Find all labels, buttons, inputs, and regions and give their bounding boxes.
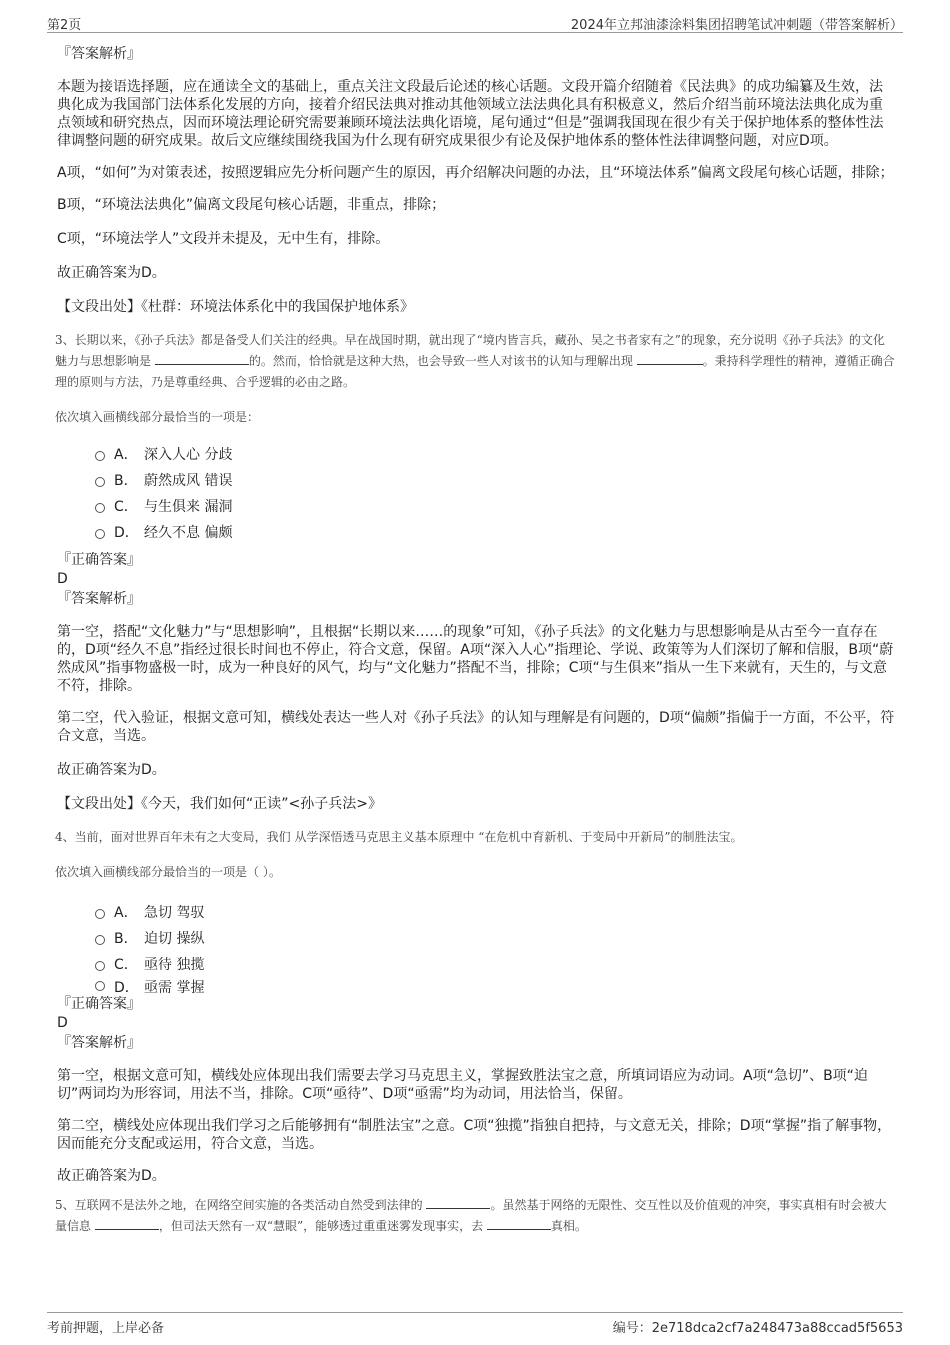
analysis-label: 『答案解析』: [57, 46, 141, 62]
q5-stem: 5、互联网不是法外之地，在网络空间实施的各类活动自然受到法律的 。虽然基于网络的无限性、交互性以及价值观的冲突，事实真相有时会被大量信息 ，但司法天然有一双“慧眼”，能够透过重重迷雾发现事实，去 真相。: [55, 1198, 887, 1233]
q4-option-b[interactable]: B． 迫切 操纵: [95, 925, 895, 951]
q3-option-b[interactable]: B． 蔚然成风 错误: [95, 467, 895, 493]
page-content: [57, 45, 895, 1237]
q4-analysis-paragraph-1: 第一空，根据文意可知，横线处应体现出我们需要去学习马克思主义，掌握致胜法宝之意，所填词语应为动词。A项“急切”、B项“迫切”两词均为形容词，用法不当，排除。C项“亟待”、D项“亟需”均为动词，用法恰当，保留。: [57, 1068, 868, 1102]
q5-blank-1: [426, 1196, 490, 1209]
page-number: 第2页: [47, 18, 82, 33]
radio-button-icon[interactable]: [95, 981, 105, 991]
q3-option-a[interactable]: A． 深入人心 分歧: [95, 441, 895, 467]
radio-button-icon[interactable]: [95, 529, 105, 539]
footer-slogan: 考前押题，上岸必备: [47, 1321, 165, 1336]
q3-option-c[interactable]: C． 与生俱来 漏洞: [95, 493, 895, 519]
q4-option-c[interactable]: C． 亟待 独揽: [95, 951, 895, 977]
analysis-label: 『答案解析』: [57, 1035, 141, 1051]
document-title: 2024年立邦油漆涂料集团招聘笔试冲刺题（带答案解析）: [570, 18, 903, 33]
correct-answer-label: 『正确答案』: [57, 552, 141, 568]
radio-button-icon[interactable]: [95, 909, 105, 919]
q3-analysis-paragraph-1: 第一空，搭配“文化魅力”与“思想影响”，且根据“长期以来……的现象”可知，《孙子兵法》的文化魅力与思想影响是从古至今一直存在的，D项“经久不息”指经过很长时间也不停止，符合文意，保留。A项“深入人心”指理论、学说、政策等为人们深切了解和信服，B项“蔚然成风”指事物盛极一时，成为一种良好的风气，均与“文化魅力”搭配不当，排除；C项“与生俱来”指从一生下来就有，天生的，与文意不符，排除。: [57, 624, 894, 694]
q3-analysis-paragraph-2: 第二空，代入验证，根据文意可知，横线处表达一些人对《孙子兵法》的认知与理解是有问题的，D项“偏颇”指偏于一方面，不公平，符合文意，当选。: [57, 710, 895, 744]
q2-analysis-option-a: A项，“如何”为对策表述，按照逻辑应先分析问题产生的原因，再介绍解决问题的办法，且“环境法体系”偏离文段尾句核心话题，排除；: [57, 165, 894, 181]
q3-blank-1: [155, 352, 249, 365]
radio-button-icon[interactable]: [95, 935, 105, 945]
q3-source: 【文段出处】《今天，我们如何“正读”<孙子兵法>》: [57, 796, 382, 812]
q4-conclusion: 故正确答案为D。: [57, 1168, 166, 1184]
q3-options: [57, 441, 895, 545]
q2-analysis-paragraph: 本题为接语选择题，应在通读全文的基础上，重点关注文段最后论述的核心话题。文段开篇介绍随着《民法典》的成功编纂及生效，法典化成为我国部门法体系化发展的方向，接着介绍民法典对推动其他领域立法法典化具有积极意义，然后介绍当前环境法法典化成为重点领域和研究热点，因而环境法理论研究需要兼顾环境法法典化语境，尾句通过“但是”强调我国现在很少有关于保护地体系的整体性法律调整问题的研究成果。故后文应继续围绕我国为什么现有研究成果很少有论及保护地体系的整体性法律调整问题，对应D项。: [57, 79, 884, 149]
q2-analysis-option-b: B项，“环境法法典化”偏离文段尾句核心话题，非重点，排除；: [57, 197, 446, 213]
radio-button-icon[interactable]: [95, 503, 105, 513]
q2-source: 【文段出处】《杜群：环境法体系化中的我国保护地体系》: [57, 299, 414, 315]
radio-button-icon[interactable]: [95, 451, 105, 461]
q2-conclusion: 故正确答案为D。: [57, 265, 166, 281]
q4-option-a[interactable]: A． 急切 驾驭: [95, 899, 895, 925]
q5-blank-3: [487, 1217, 551, 1230]
q4-option-d[interactable]: D． 亟需 掌握: [95, 977, 895, 995]
q4-stem: 4、当前，面对世界百年未有之大变局，我们 从学深悟透马克思主义基本原理中 “在危机中育新机、于变局中开新局”的制胜法宝。: [55, 830, 743, 844]
q3-conclusion: 故正确答案为D。: [57, 762, 166, 778]
q4-answer: D: [57, 1015, 68, 1031]
q3-answer: D: [57, 571, 68, 587]
document-code: 编号：2e718dca2cf7a248473a88ccad5f5653: [612, 1321, 903, 1336]
page-header: [47, 12, 903, 33]
q4-analysis-paragraph-2: 第二空，横线处应体现出我们学习之后能够拥有“制胜法宝”之意。C项“独揽”指独自把持，与文意无关，排除；D项“掌握”指了解事物，因而能充分支配或运用，符合文意，当选。: [57, 1118, 892, 1152]
radio-button-icon[interactable]: [95, 477, 105, 487]
q3-stem: 3、长期以来，《孙子兵法》都是备受人们关注的经典。早在战国时期，就出现了“境内皆言兵，藏孙、吴之书者家有之”的现象，充分说明《孙子兵法》的文化魅力与思想影响是 的。然而，恰恰就是这种大热，也会导致一些人对该书的认知与理解出现 。秉持科学理性的精神，遵循正确合理的原则与方法，乃是尊重经典、合乎逻辑的必由之路。: [55, 333, 895, 389]
q3-blank-2: [637, 352, 703, 365]
q3-option-d[interactable]: D． 经久不息 偏颇: [95, 519, 895, 545]
q4-options: [57, 899, 895, 995]
q5-blank-2: [95, 1217, 159, 1230]
correct-answer-label: 『正确答案』: [57, 996, 141, 1012]
q4-prompt: 依次填入画横线部分最恰当的一项是（ ）。: [55, 865, 281, 879]
radio-button-icon[interactable]: [95, 961, 105, 971]
analysis-label: 『答案解析』: [57, 591, 141, 607]
q2-analysis-option-c: C项，“环境法学人”文段并未提及，无中生有，排除。: [57, 231, 390, 247]
page-footer: [47, 1312, 903, 1335]
q3-prompt: 依次填入画横线部分最恰当的一项是：: [55, 410, 260, 424]
